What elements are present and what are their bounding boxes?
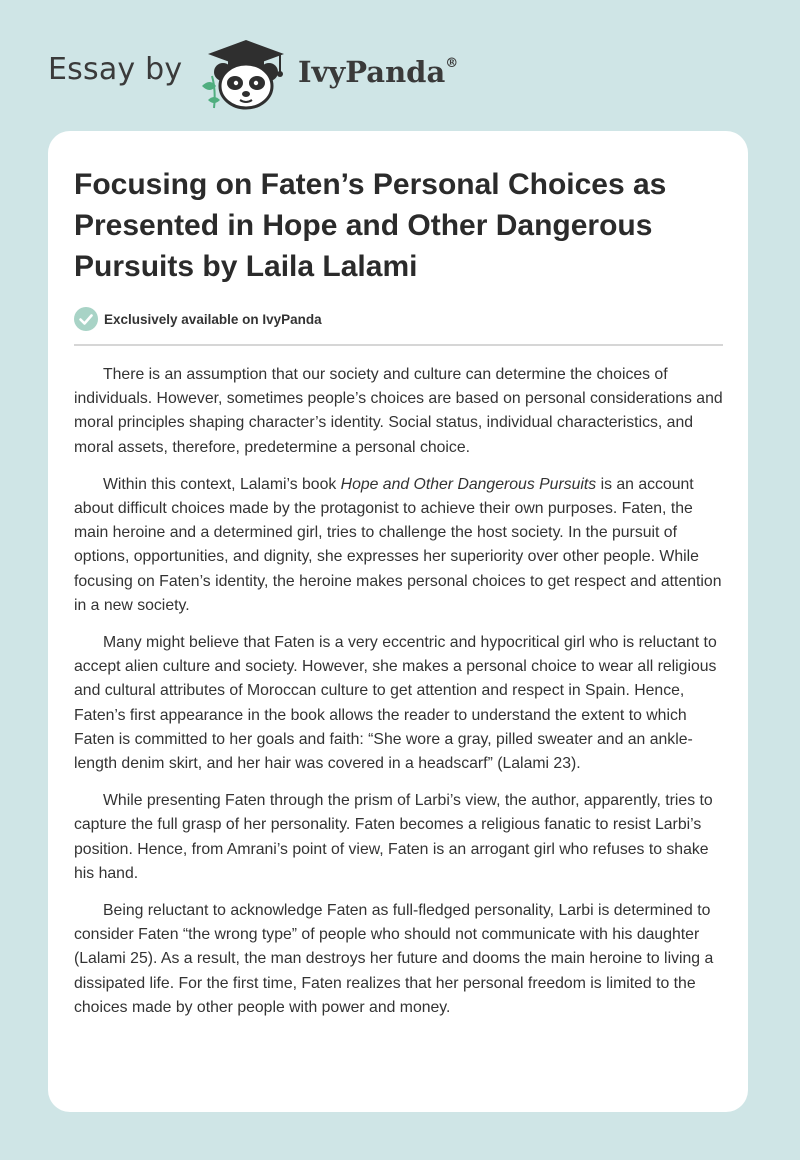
- paragraph-2: [74, 473, 726, 618]
- paragraph-2-after: is an account about difficult choices made by the protagonist to achieve their own purposes. Faten, the main heroine and a determined girl, tries to challenge the host society. In the pursuit of options, opportunities, and dignity, she expresses her superiority over other people. While focusing on Faten’s identity, the heroine makes personal choices to get respect and attention in a new society.: [74, 475, 722, 614]
- paragraph-3: Many might believe that Faten is a very eccentric and hypocritical girl who is reluctant to accept alien culture and society. However, she makes a personal choice to wear all religious and cultural attributes of Moroccan culture to get attention and respect in Spain. Hence, Faten’s first appearance in the book allows the reader to understand the extent to which Faten is committed to her goals and faith: “She wore a gray, pilled sweater and an ankle-length denim skirt, and her hair was covered in a headscarf” (Lalami 23).: [74, 634, 717, 773]
- book-title: Hope and Other Dangerous Pursuits: [340, 475, 597, 493]
- divider: [74, 344, 723, 346]
- registered-mark: ®: [445, 56, 459, 72]
- panda-logo-icon[interactable]: [198, 38, 294, 110]
- essay-card: [48, 131, 748, 1112]
- paragraph-4: While presenting Faten through the prism of Larbi’s view, the author, apparently, tries to capture the full grasp of her personality. Faten becomes a religious fanatic to resist Larbi’s position. Hence, from Amrani’s point of view, Faten is an arrogant girl who refuses to shake his hand.: [74, 792, 713, 882]
- essay-body: [74, 363, 726, 1033]
- essay-title: Focusing on Faten’s Personal Choices as Presented in Hope and Other Dangerous Pursuits by Laila Lalami: [74, 168, 667, 283]
- paragraph-5: Being reluctant to acknowledge Faten as full-fledged personality, Larbi is determined to consider Faten “the wrong type” of people who should not communicate with his daughter (Lalami 25). As a result, the man destroys her future and dooms the main heroine to living a dissipated life. For the first time, Faten realizes that her personal freedom is limited to the choices made by other people with power and money.: [74, 902, 714, 1016]
- brand-name: [298, 55, 458, 89]
- exclusive-badge: [74, 306, 322, 332]
- paragraph-2-before: Within this context, Lalami’s book: [103, 475, 341, 493]
- brand-name-text: IvyPanda: [298, 55, 446, 89]
- site-header: [0, 0, 800, 130]
- check-circle-icon: [74, 307, 98, 331]
- essay-by-label: Essay by: [48, 52, 183, 87]
- paragraph-1: There is an assumption that our society and culture can determine the choices of individuals. However, sometimes people’s choices are based on personal considerations and moral principles shaping character’s identity. Social status, individual characteristics, and moral assets, therefore, predetermine a personal choice.: [74, 366, 723, 456]
- exclusive-badge-text: Exclusively available on IvyPanda: [104, 311, 322, 327]
